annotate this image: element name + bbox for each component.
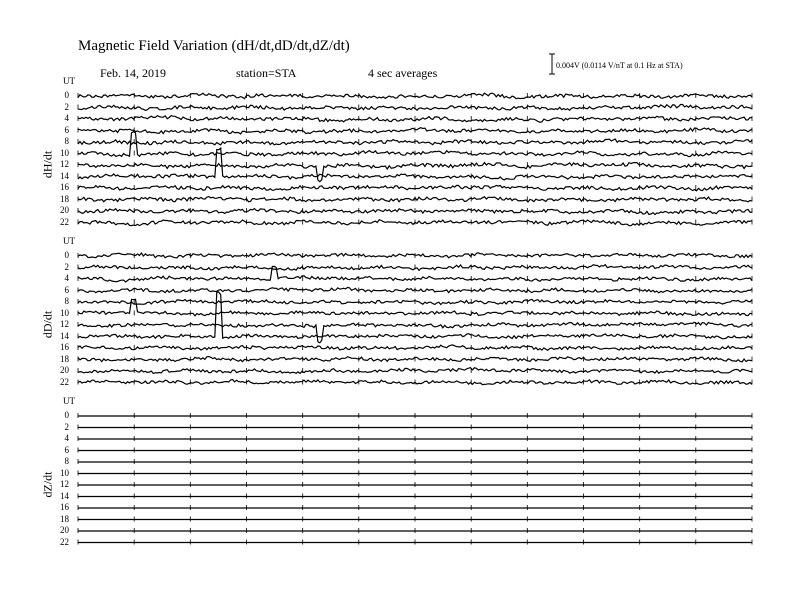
hour-tick-label: 18 bbox=[60, 353, 69, 364]
hour-tick-label: 8 bbox=[64, 296, 69, 306]
hour-tick-label: 10 bbox=[60, 467, 69, 478]
hour-tick-label: 4 bbox=[64, 273, 69, 283]
scale-bar bbox=[549, 54, 555, 74]
hour-tick-label: 2 bbox=[64, 101, 69, 112]
hour-tick-label: 12 bbox=[60, 159, 69, 169]
panel-label-dZ-dt: dZ/dt bbox=[40, 471, 55, 498]
hour-tick-label: 0 bbox=[64, 410, 69, 420]
hour-tick-label: 14 bbox=[60, 490, 69, 501]
ut-axis-label: UT bbox=[63, 76, 75, 86]
hour-tick-label: 12 bbox=[60, 479, 69, 489]
hour-tick-label: 8 bbox=[64, 136, 69, 146]
hour-tick-label: 6 bbox=[64, 124, 69, 135]
station-label: station=STA bbox=[236, 66, 297, 80]
hour-tick-label: 6 bbox=[64, 284, 69, 295]
hour-tick-label: 0 bbox=[64, 250, 69, 260]
hour-tick-label: 8 bbox=[64, 456, 69, 466]
hour-tick-label: 4 bbox=[64, 113, 69, 123]
hour-tick-label: 16 bbox=[60, 502, 69, 512]
hour-tick-label: 6 bbox=[64, 444, 69, 455]
ut-axis-label: UT bbox=[63, 396, 75, 406]
averaging-label: 4 sec averages bbox=[368, 66, 438, 80]
hour-tick-label: 12 bbox=[60, 319, 69, 329]
hour-tick-label: 22 bbox=[60, 536, 69, 547]
hour-tick-label: 2 bbox=[64, 261, 69, 272]
hour-tick-label: 4 bbox=[64, 433, 69, 443]
chart-title: Magnetic Field Variation (dH/dt,dD/dt,dZ/dt) bbox=[78, 38, 350, 54]
hour-tick-label: 14 bbox=[60, 330, 69, 341]
panel-label-dD-dt: dD/dt bbox=[40, 310, 55, 339]
hour-tick-label: 22 bbox=[60, 216, 69, 227]
hour-tick-label: 10 bbox=[60, 307, 69, 318]
trace-layer bbox=[78, 93, 752, 545]
hour-tick-label: 18 bbox=[60, 193, 69, 204]
panel-label-dH-dt: dH/dt bbox=[40, 150, 55, 179]
hour-tick-label: 0 bbox=[64, 90, 69, 100]
hour-tick-label: 20 bbox=[60, 365, 69, 375]
scale-label: 0.004V (0.0114 V/nT at 0.1 Hz at STA) bbox=[556, 61, 683, 70]
hour-tick-label: 22 bbox=[60, 376, 69, 387]
date-label: Feb. 14, 2019 bbox=[100, 66, 166, 80]
scale-marker bbox=[549, 54, 555, 74]
ut-axis-label: UT bbox=[63, 236, 75, 246]
hour-tick-label: 20 bbox=[60, 525, 69, 535]
hour-tick-label: 18 bbox=[60, 513, 69, 524]
hour-tick-label: 20 bbox=[60, 205, 69, 215]
hour-tick-label: 10 bbox=[60, 147, 69, 158]
hour-tick-label: 2 bbox=[64, 421, 69, 432]
hour-tick-label: 14 bbox=[60, 170, 69, 181]
hour-tick-label: 16 bbox=[60, 342, 69, 352]
hour-tick-label: 16 bbox=[60, 182, 69, 192]
